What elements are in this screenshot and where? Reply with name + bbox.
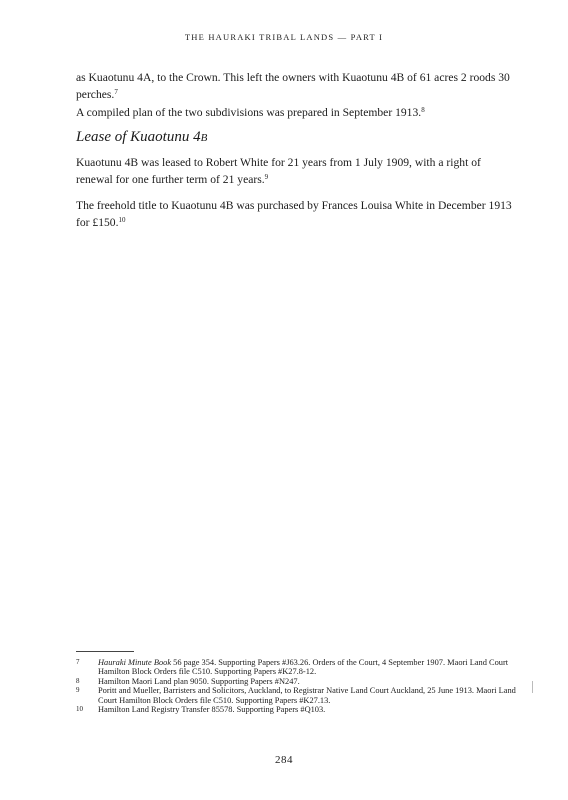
scan-edge-mark xyxy=(532,681,533,693)
footnote-number: 9 xyxy=(76,686,80,695)
footnote-item xyxy=(76,658,526,677)
footnote-ref-9[interactable]: 9 xyxy=(264,173,269,181)
footnote-number: 7 xyxy=(76,658,80,666)
section-heading-main: Lease of Kuaotunu 4 xyxy=(76,129,201,145)
footnote-item xyxy=(76,705,526,714)
footnote-body: Hamilton Land Registry Transfer 85578. Supporting Papers #Q103. xyxy=(98,705,326,715)
running-header: THE HAURAKI TRIBAL LANDS — PART I xyxy=(184,32,384,42)
footnote-text xyxy=(98,686,526,705)
paragraph-2-text: A compiled plan of the two subdivisions was prepared in September 1913. xyxy=(76,106,422,119)
footnote-italic-title: Hauraki Minute Book xyxy=(98,658,172,667)
paragraph-3-text: Kuaotunu 4B was leased to Robert White for 21 years from 1 July 1909, with a right of renewal for one further term of 21 years. xyxy=(76,156,481,186)
paragraph-4 xyxy=(76,197,516,231)
footnote-item xyxy=(76,686,526,705)
paragraph-3 xyxy=(76,154,516,188)
footnote-text xyxy=(98,658,526,677)
footnote-text xyxy=(98,677,526,686)
footnote-divider xyxy=(76,651,134,652)
footnote-body: 56 page 354. Supporting Papers #J63.26. Orders of the Court, 4 September 1907. Maori Land Court Hamilton Block Orders file C510. Supporting Papers #K27.8-12. xyxy=(98,658,509,677)
footnote-ref-7[interactable]: 7 xyxy=(114,88,118,96)
footnote-ref-8[interactable]: 8 xyxy=(421,106,425,114)
paragraph-1 xyxy=(76,69,516,103)
paragraph-2 xyxy=(76,104,516,121)
footnote-body: Hamilton Maori Land plan 9050. Supporting Papers #N247. xyxy=(98,676,300,686)
footnote-body: Poritt and Mueller, Barristers and Solicitors, Auckland, to Registrar Native Land Court Auckland, 25 June 1913. Maori Land Court Hamilton Block Orders file C510. Supporting Papers #K27.13. xyxy=(98,686,516,705)
paragraph-4-text: The freehold title to Kuaotunu 4B was purchased by Frances Louisa White in December 1913 for £150. xyxy=(76,199,512,229)
footnotes-section xyxy=(76,658,526,714)
footnote-item xyxy=(76,677,526,686)
footnote-number: 8 xyxy=(76,676,80,685)
footnote-number: 10 xyxy=(76,705,83,714)
section-heading-suffix: B xyxy=(200,132,208,144)
footnote-ref-10[interactable]: 10 xyxy=(118,216,126,224)
paragraph-1-text: as Kuaotunu 4A, to the Crown. This left the owners with Kuaotunu 4B of 61 acres 2 roods 30 perches. xyxy=(76,71,510,101)
section-heading xyxy=(76,129,207,146)
footnote-text xyxy=(98,705,526,714)
page-number: 284 xyxy=(275,754,293,766)
